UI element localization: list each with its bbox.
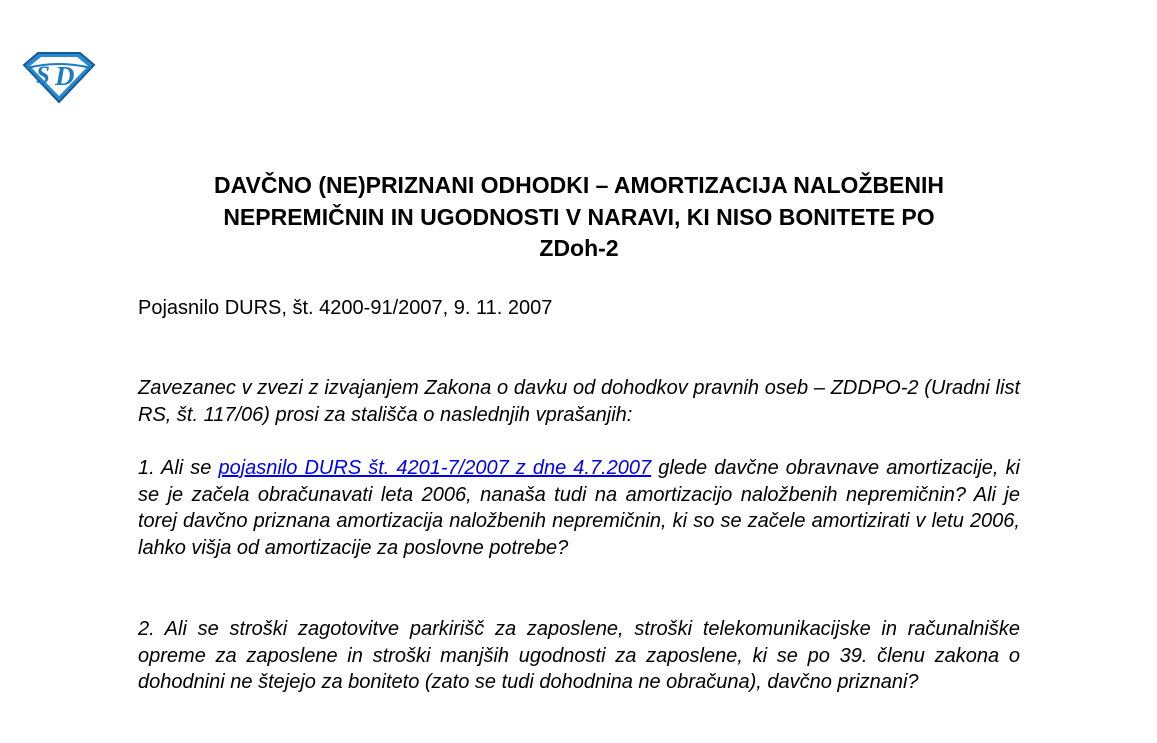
durs-explanation-link[interactable]: pojasnilo DURS št. 4201-7/2007 z dne 4.7.2007: [218, 457, 652, 479]
svg-text:D: D: [55, 61, 75, 91]
sd-shield-logo-icon: [22, 50, 96, 105]
question-2-paragraph: 2. Ali se stroški zagotovitve parkirišč za zaposlene, stroški telekomunikacijske in računalniške opreme za zaposlene in stroški manjših ugodnosti za zaposlene, ki se po 39. členu zakona o dohodnini ne štejejo za boniteto (zato se tudi dohodnina ne obračuna), davčno priznani?: [138, 618, 1020, 693]
question-1-paragraph: [138, 455, 1020, 561]
question-1-text: glede davčne obravnave amortizacije, ki se je začela obračunavati leta 2006, nanaša tudi na amortizacijo naložbenih nepremičnin? Ali je torej davčno priznana amortizacija naložbenih nepremičnin, ki so se začele amortizirati v letu 2006, lahko višja od amortizacije za poslovne potrebe?: [138, 457, 1020, 559]
title-line-1: DAVČNO (NE)PRIZNANI ODHODKI – AMORTIZACIJA NALOŽBENIH: [213, 172, 945, 198]
svg-text:S: S: [36, 62, 50, 89]
title-line-3: ZDoh-2: [539, 235, 619, 261]
document-reference: Pojasnilo DURS, št. 4200-91/2007, 9. 11. 2007: [138, 297, 553, 319]
intro-paragraph: Zavezanec v zvezi z izvajanjem Zakona o davku od dohodkov pravnih oseb – ZDDPO-2 (Uradni list RS, št. 117/06) prosi za stališča o naslednjih vprašanjih:: [138, 377, 1020, 426]
document-title: [138, 170, 1020, 265]
question-1-prefix: 1. Ali se: [138, 457, 219, 479]
title-line-2: NEPREMIČNIN IN UGODNOSTI V NARAVI, KI NISO BONITETE PO: [223, 203, 935, 230]
